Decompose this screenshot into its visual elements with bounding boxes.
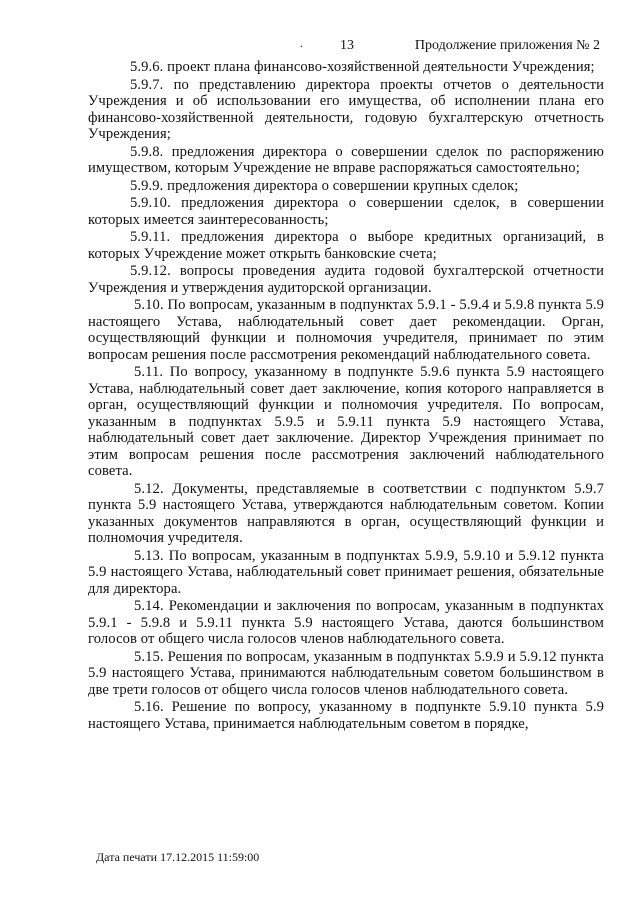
paragraph-5-12: 5.12. Документы, представляемые в соответствии с подпунктом 5.9.7 пункта 5.9 настоящего Устава, утверждаются наблюдательным советом. Копии указанных документов направляются в орган, осуществляющий функции и полномочия учредителя.: [88, 480, 604, 546]
paragraph-5-9-11: 5.9.11. предложения директора о выборе кредитных организаций, в которых Учреждение может открыть банковские счета;: [88, 229, 604, 262]
paragraph-5-10: 5.10. По вопросам, указанным в подпунктах 5.9.1 - 5.9.4 и 5.9.8 пункта 5.9 настоящего Устава, наблюдательный совет дает рекомендации. Орган, осуществляющий функции и полномочия учредителя, принимает по этим вопросам решения после рассмотрения рекомендаций наблюдательного совета.: [88, 297, 604, 363]
paragraph-5-11: 5.11. По вопросу, указанному в подпункте 5.9.6 пункта 5.9 настоящего Устава, наблюдательный совет дает заключение, копия которого направляется в орган, осуществляющий функции и полномочия учредителя. По вопросам, указанным в подпунктах 5.9.5 и 5.9.11 пункта 5.9 настоящего Устава, наблюдательный совет дает заключение. Директор Учреждения принимает по этим вопросам решения после рассмотрения заключений наблюдательного совета.: [88, 364, 604, 479]
paragraph-5-9-6: 5.9.6. проект плана финансово-хозяйственной деятельности Учреждения;: [130, 59, 595, 75]
paragraph-5-14: 5.14. Рекомендации и заключения по вопросам, указанным в подпунктах 5.9.1 - 5.9.8 и 5.9.11 пункта 5.9 настоящего Устава, даются большинством голосов от общего числа голосов членов наблюдательного совета.: [88, 598, 604, 647]
paragraph-5-15: 5.15. Решения по вопросам, указанным в подпунктах 5.9.9 и 5.9.12 пункта 5.9 настоящего Устава, принимаются наблюдательным советом большинством в две трети голосов от общего числа голосов членов наблюдательного совета.: [88, 648, 604, 698]
paragraph-5-9-10: 5.9.10. предложения директора о совершении сделок, в совершении которых имеется заинтересованность;: [88, 195, 604, 228]
paragraph-5-13: 5.13. По вопросам, указанным в подпунктах 5.9.9, 5.9.10 и 5.9.12 пункта 5.9 настоящего Устава, наблюдательный совет принимает решения, обязательные для директора.: [88, 547, 604, 597]
paragraph-5-9-7: 5.9.7. по представлению директора проекты отчетов о деятельности Учреждения и об использовании его имущества, об исполнении плана его финансово-хозяйственной деятельности, годовую бухгалтерскую отчетность Учреждения;: [88, 76, 604, 142]
appendix-label: Продолжение приложения № 2: [414, 38, 600, 53]
print-date-footer: Дата печати 17.12.2015 11:59:00: [96, 850, 260, 864]
paragraph-5-9-12: 5.9.12. вопросы проведения аудита годовой бухгалтерской отчетности Учреждения и утверждения аудиторской организации.: [88, 263, 604, 296]
paragraph-5-9-8: 5.9.8. предложения директора о совершении сделок по распоряжению имуществом, которым Учреждение не вправе распоряжаться самостоятельно;: [88, 143, 604, 176]
paragraph-5-16: 5.16. Решение по вопросу, указанному в подпункте 5.9.10 пункта 5.9 настоящего Устава, принимается наблюдательным советом в порядке,: [88, 699, 604, 732]
document-body: [88, 59, 604, 733]
paragraph-5-9-9: 5.9.9. предложения директора о совершении крупных сделок;: [130, 177, 519, 194]
scan-mark: .: [300, 36, 303, 50]
page-number: 13: [340, 38, 354, 53]
